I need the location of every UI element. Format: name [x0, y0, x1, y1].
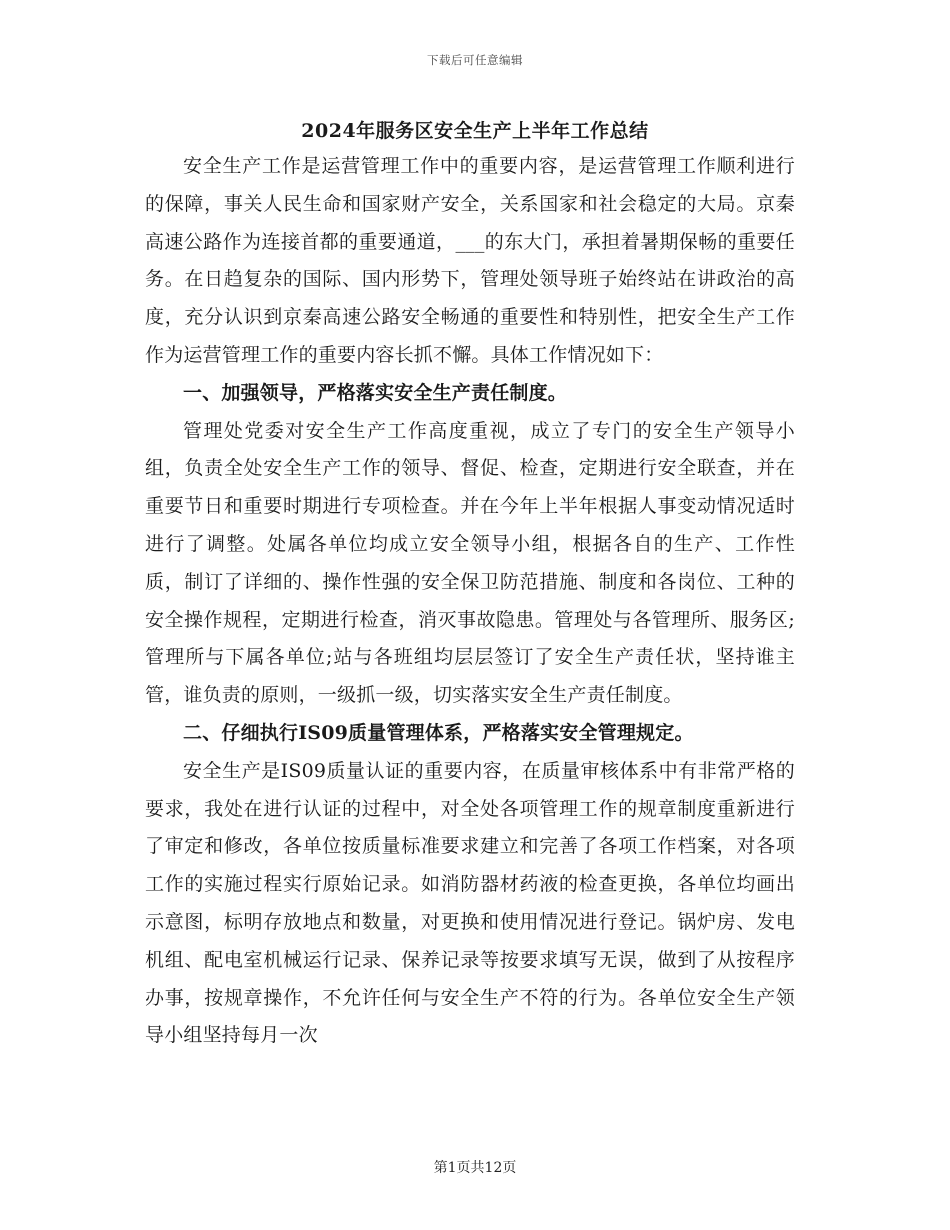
intro-paragraph: 安全生产工作是运营管理工作中的重要内容，是运营管理工作顺利进行的保障，事关人民生命和国家财产安全，关系国家和社会稳定的大局。京秦高速公路作为连接首都的重要通道，___的东大门，承担着暑期保畅的重要任务。在日趋复杂的国际、国内形势下，管理处领导班子始终站在讲政治的高度，充分认识到京秦高速公路安全畅通的重要性和特别性，把安全生产工作作为运营管理工作的重要内容长抓不懈。具体工作情况如下： [145, 155, 795, 366]
section-2-paragraph: 安全生产是IS09质量认证的重要内容，在质量审核体系中有非常严格的要求，我处在进行认证的过程中，对全处各项管理工作的规章制度重新进行了审定和修改，各单位按质量标准要求建立和完善了各项工作档案，对各项工作的实施过程实行原始记录。如消防器材药液的检查更换，各单位均画出示意图，标明存放地点和数量，对更换和使用情况进行登记。锅炉房、发电机组、配电室机械运行记录、保养记录等按要求填写无误，做到了从按程序办事，按规章操作，不允许任何与安全生产不符的行为。各单位安全生产领导小组坚持每月一次 [145, 759, 795, 1047]
section-2-heading: 二、仔细执行IS09质量管理体系，严格落实安全管理规定。 [183, 721, 694, 744]
header-note: 下载后可任意编辑 [427, 53, 523, 67]
section-1-paragraph: 管理处党委对安全生产工作高度重视，成立了专门的安全生产领导小组，负责全处安全生产工作的领导、督促、检查，定期进行安全联查，并在重要节日和重要时期进行专项检查。并在今年上半年根据人事变动情况适时进行了调整。处属各单位均成立安全领导小组，根据各自的生产、工作性质，制订了详细的、操作性强的安全保卫防范措施、制度和各岗位、工种的安全操作规程，定期进行检查，消灭事故隐患。管理处与各管理所、服务区;管理所与下属各单位;站与各班组均层层签订了安全生产责任状，坚持谁主管，谁负责的原则，一级抓一级，切实落实安全生产责任制度。 [145, 419, 795, 707]
document-title: 2024年服务区安全生产上半年工作总结 [301, 120, 649, 142]
section-1-heading: 一、加强领导，严格落实安全生产责任制度。 [183, 381, 568, 404]
document-body [145, 148, 795, 1055]
page-number-footer: 第1页共12页 [433, 1160, 517, 1176]
